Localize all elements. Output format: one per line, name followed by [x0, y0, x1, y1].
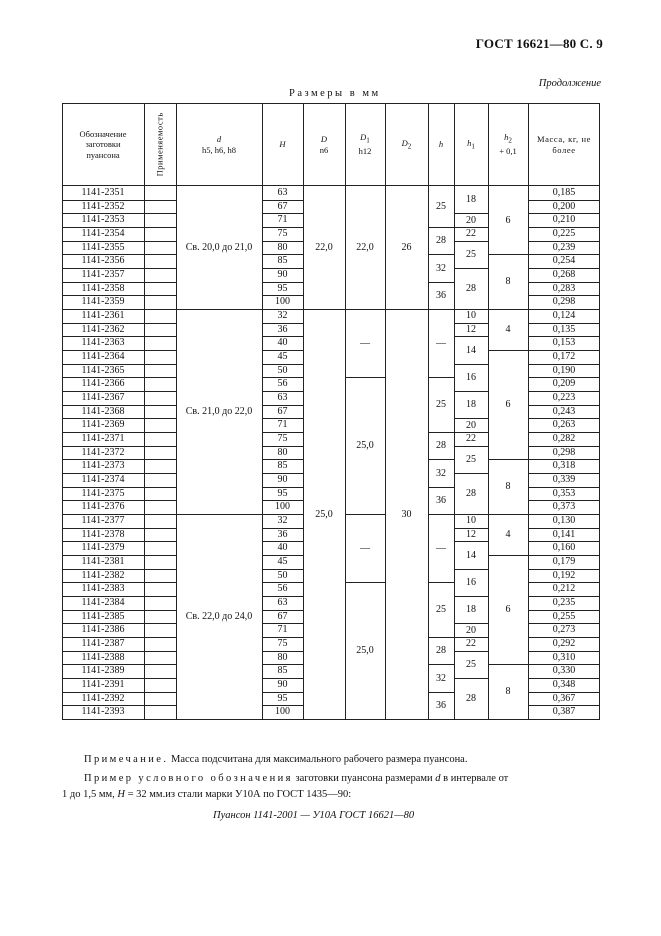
- table-row-code: 1141-2354: [81, 228, 125, 239]
- table-rule: [144, 651, 176, 652]
- table-cell-mass: 0,330: [552, 665, 576, 677]
- table-rule: [144, 405, 176, 406]
- table-merged-h: 32: [436, 262, 446, 274]
- header-text: Масса, кг, не более: [536, 133, 592, 155]
- table-rule: [144, 200, 176, 201]
- table-cell-mass: 0,130: [552, 515, 576, 527]
- table-row-code: 1141-2363: [81, 337, 125, 349]
- table-merged-h: 36: [436, 289, 446, 301]
- table-row-code: 1141-2364: [81, 351, 125, 363]
- table-rule: [144, 541, 176, 542]
- header-text: Обозначение заготовки пуансона: [79, 128, 127, 160]
- table-cell-mass: 0,135: [552, 323, 576, 335]
- table-merged-h: —: [436, 337, 446, 349]
- table-rule: [144, 268, 176, 269]
- table-rule: [144, 227, 176, 228]
- table-rule: [144, 514, 176, 515]
- table-cell-H: 100: [275, 296, 290, 308]
- table-cell-H: 56: [277, 378, 288, 390]
- table-cell-mass: 0,192: [552, 569, 576, 581]
- table-cell-mass: 0,348: [552, 679, 576, 691]
- table-cell-H: 80: [277, 446, 288, 458]
- table-row-code: 1141-2355: [81, 241, 125, 253]
- table-merged-d: Св. 22,0 до 24,0: [185, 611, 253, 623]
- table-cell-H: 67: [277, 200, 288, 212]
- table-cell-H: 63: [277, 597, 288, 609]
- table-merged-h: 25: [436, 604, 446, 616]
- table-row-code: 1141-2376: [81, 501, 125, 513]
- table-merged-h1: 12: [466, 324, 476, 336]
- table-rule: [144, 459, 176, 460]
- table-row-code: 1141-2384: [81, 597, 125, 609]
- table-merged-h2: 8: [505, 481, 511, 493]
- table-merged-h: 25: [436, 399, 446, 411]
- table-row-code: 1141-2375: [81, 487, 125, 499]
- header-text: n6: [319, 144, 329, 155]
- table-cell-H: 95: [277, 692, 288, 704]
- header-applicability: [144, 103, 176, 186]
- table-merged-h1: 22: [466, 228, 476, 240]
- table-rule: [144, 637, 176, 638]
- header-D: [303, 103, 345, 186]
- table-merged-h: 25: [436, 201, 446, 212]
- header-text: d: [216, 133, 222, 144]
- table-rule: [144, 336, 176, 337]
- table-row-code: 1141-2357: [81, 269, 125, 281]
- header-h2: $h_2$ + 0,1: [499, 132, 517, 156]
- continuation-label: Продолжение: [538, 78, 601, 89]
- table-merged-d1: 25,0: [356, 645, 374, 657]
- table-merged-d1: —: [360, 337, 370, 349]
- table-cell-mass: 0,263: [552, 419, 576, 431]
- table-merged-h1: 18: [466, 194, 476, 206]
- table-rule: [144, 391, 176, 392]
- table-merged-h1: 28: [466, 283, 476, 295]
- table-cell-mass: 0,283: [552, 282, 576, 294]
- table-merged-h: —: [436, 542, 446, 554]
- table-merged-h2: 4: [505, 324, 511, 336]
- example-text-d: = 32 мм.из стали марки У10А по ГОСТ 1435—90:: [127, 789, 352, 800]
- table-rule: [144, 555, 176, 556]
- table-rule: [144, 664, 176, 665]
- header-h: [428, 103, 454, 186]
- table-rule: [144, 309, 176, 310]
- table-merged-d1: —: [360, 542, 370, 554]
- header-applicability-text: Применяемость: [154, 112, 165, 177]
- table-row-code: 1141-2362: [81, 323, 125, 335]
- table-cell-mass: 0,225: [552, 228, 576, 239]
- table-cell-H: 71: [277, 419, 288, 431]
- table-merged-h1: 12: [466, 529, 476, 541]
- table-merged-d: Св. 20,0 до 21,0: [185, 242, 253, 253]
- table-row-code: 1141-2389: [81, 665, 125, 677]
- table-row-code: 1141-2381: [81, 556, 125, 568]
- table-row-code: 1141-2367: [81, 392, 125, 404]
- table-merged-h1: 22: [466, 433, 476, 445]
- table-cell-H: 85: [277, 460, 288, 472]
- punch-blank-table: [62, 103, 600, 744]
- table-cell-H: 50: [277, 569, 288, 581]
- table-merged-h1: 14: [466, 344, 476, 356]
- table-cell-mass: 0,223: [552, 392, 576, 404]
- table-cell-mass: 0,243: [552, 405, 576, 417]
- table-row-code: 1141-2383: [81, 583, 125, 595]
- table-cell-H: 45: [277, 556, 288, 568]
- table-cell-mass: 0,367: [552, 692, 576, 704]
- table-rule: [144, 705, 176, 706]
- table-rule: [144, 350, 176, 351]
- table-cell-mass: 0,339: [552, 474, 576, 486]
- table-rule: [144, 487, 176, 488]
- table-cell-H: 67: [277, 610, 288, 622]
- table-cell-mass: 0,209: [552, 378, 576, 390]
- table-row-code: 1141-2369: [81, 419, 125, 431]
- table-cell-H: 75: [277, 228, 288, 239]
- table-cell-H: 80: [277, 241, 288, 253]
- table-cell-H: 63: [277, 187, 288, 198]
- table-cell-H: 90: [277, 474, 288, 486]
- table-merged-h1: 14: [466, 549, 476, 561]
- table-cell-mass: 0,310: [552, 651, 576, 663]
- table-row-code: 1141-2388: [81, 651, 125, 663]
- table-row-code: 1141-2356: [81, 255, 125, 267]
- table-cell-mass: 0,387: [552, 706, 576, 718]
- header-text: + 0,1: [499, 145, 517, 156]
- table-cell-H: 36: [277, 528, 288, 540]
- table-merged-h1: 28: [466, 693, 476, 705]
- table-cell-H: 40: [277, 337, 288, 349]
- header-H: [262, 103, 303, 186]
- header-text: D: [320, 133, 328, 144]
- table-rule: [144, 596, 176, 597]
- table-merged-h1: 20: [466, 214, 476, 226]
- table-row-code: 1141-2358: [81, 282, 125, 294]
- table-row-code: 1141-2377: [81, 515, 125, 527]
- table-merged-h: 32: [436, 672, 446, 684]
- table-cell-H: 95: [277, 282, 288, 294]
- table-merged-h2: 8: [505, 686, 511, 698]
- table-row-code: 1141-2371: [81, 433, 125, 445]
- table-cell-mass: 0,185: [552, 187, 576, 198]
- table-rule: [144, 323, 176, 324]
- table-row-code: 1141-2373: [81, 460, 125, 472]
- table-cell-H: 85: [277, 255, 288, 267]
- table-merged-h1: 10: [466, 515, 476, 527]
- table-rule: [144, 500, 176, 501]
- table-rule: [144, 418, 176, 419]
- header-mass: [528, 103, 600, 186]
- table-merged-h1: 20: [466, 419, 476, 431]
- table-cell-H: 40: [277, 542, 288, 554]
- table-merged-h: 28: [436, 645, 446, 657]
- example-d-symbol: d: [435, 773, 441, 784]
- table-cell-H: 100: [275, 501, 290, 513]
- table-merged-d2: 30: [401, 508, 412, 520]
- table-merged-h: 36: [436, 494, 446, 506]
- table-cell-H: 71: [277, 624, 288, 636]
- table-merged-d: 25,0: [315, 508, 333, 520]
- header-text: h5, h6, h8: [202, 144, 236, 155]
- example-h-symbol: H: [117, 789, 125, 800]
- example-text-c: 1 до 1,5 мм,: [62, 789, 115, 800]
- table-row-code: 1141-2392: [81, 692, 125, 704]
- table-rule: [144, 254, 176, 255]
- table-cell-H: 75: [277, 433, 288, 445]
- table-rule: [144, 582, 176, 583]
- table-merged-h: 28: [436, 440, 446, 452]
- example-designation: Пуансон 1141-2001 — У10А ГОСТ 16621—80: [213, 810, 415, 821]
- table-rule: [144, 282, 176, 283]
- table-row-code: 1141-2378: [81, 528, 125, 540]
- table-merged-h1: 16: [466, 576, 476, 588]
- table-cell-mass: 0,235: [552, 597, 576, 609]
- table-cell-mass: 0,153: [552, 337, 576, 349]
- table-cell-H: 45: [277, 351, 288, 363]
- table-cell-H: 80: [277, 651, 288, 663]
- table-cell-H: 63: [277, 392, 288, 404]
- table-merged-h: 36: [436, 699, 446, 711]
- example-text-b: в интервале от: [443, 773, 509, 784]
- table-rule: [144, 678, 176, 679]
- table-row-code: 1141-2393: [81, 706, 125, 718]
- note-text: Масса подсчитана для максимального рабочего размера пуансона.: [171, 754, 468, 765]
- table-cell-H: 36: [277, 323, 288, 335]
- table-cell-mass: 0,160: [552, 542, 576, 554]
- table-merged-d2: 26: [401, 242, 412, 253]
- table-cell-mass: 0,179: [552, 556, 576, 568]
- table-merged-d1: 25,0: [356, 440, 374, 452]
- table-row-code: 1141-2351: [81, 187, 125, 198]
- table-cell-H: 71: [277, 214, 288, 226]
- table-merged-h: 32: [436, 467, 446, 479]
- header-text: H: [279, 139, 286, 150]
- table-row-code: 1141-2379: [81, 542, 125, 554]
- table-rule: [144, 432, 176, 433]
- table-merged-h1: 10: [466, 310, 476, 322]
- table-merged-h1: 25: [466, 658, 476, 670]
- table-merged-h1: 22: [466, 638, 476, 650]
- table-cell-mass: 0,318: [552, 460, 576, 472]
- header-D2: $D_2$: [401, 137, 412, 151]
- note-label: Примечание.: [84, 754, 169, 765]
- table-cell-mass: 0,190: [552, 364, 576, 376]
- table-cell-mass: 0,210: [552, 214, 576, 226]
- table-rule: [144, 528, 176, 529]
- table-rule: [144, 446, 176, 447]
- table-cell-mass: 0,124: [552, 310, 576, 322]
- table-cell-mass: 0,298: [552, 296, 576, 308]
- sizes-caption: Размеры в мм: [289, 88, 381, 99]
- table-rule: [144, 610, 176, 611]
- table-rule: [144, 364, 176, 365]
- table-merged-h1: 18: [466, 604, 476, 616]
- table-rule: [144, 473, 176, 474]
- table-cell-H: 67: [277, 405, 288, 417]
- table-merged-h1: 16: [466, 371, 476, 383]
- table-rule: [144, 692, 176, 693]
- table-row-code: 1141-2385: [81, 610, 125, 622]
- table-merged-h: 28: [436, 235, 446, 247]
- table-merged-h1: 20: [466, 624, 476, 636]
- table-merged-h2: 8: [505, 276, 511, 288]
- table-row-code: 1141-2372: [81, 446, 125, 458]
- table-row-code: 1141-2361: [81, 310, 125, 322]
- table-cell-H: 32: [277, 515, 288, 527]
- table-row-code: 1141-2382: [81, 569, 125, 581]
- header-d: [176, 103, 262, 186]
- table-row-code: 1141-2352: [81, 200, 125, 212]
- table-merged-h2: 6: [505, 399, 511, 411]
- table-row-code: 1141-2359: [81, 296, 125, 308]
- table-row-code: 1141-2374: [81, 474, 125, 486]
- table-cell-mass: 0,239: [552, 241, 576, 253]
- table-cell-H: 85: [277, 665, 288, 677]
- table-cell-mass: 0,255: [552, 610, 576, 622]
- table-cell-mass: 0,273: [552, 624, 576, 636]
- table-cell-H: 32: [277, 310, 288, 322]
- table-cell-mass: 0,172: [552, 351, 576, 363]
- table-merged-h1: 25: [466, 453, 476, 465]
- table-merged-h2: 6: [505, 604, 511, 616]
- table-cell-H: 90: [277, 679, 288, 691]
- table-cell-mass: 0,282: [552, 433, 576, 445]
- table-row-code: 1141-2391: [81, 679, 125, 691]
- table-rule: [62, 719, 600, 720]
- table-cell-H: 95: [277, 487, 288, 499]
- table-rule: [144, 295, 176, 296]
- table-row-code: 1141-2386: [81, 624, 125, 636]
- table-merged-d: Св. 21,0 до 22,0: [185, 406, 253, 418]
- table-row-code: 1141-2368: [81, 405, 125, 417]
- table-rule: [144, 623, 176, 624]
- table-cell-mass: 0,268: [552, 269, 576, 281]
- table-cell-H: 90: [277, 269, 288, 281]
- table-rule: [144, 241, 176, 242]
- table-rule: [144, 213, 176, 214]
- table-merged-h2: 4: [505, 529, 511, 541]
- table-cell-H: 56: [277, 583, 288, 595]
- example-label: Пример условного обозначения: [84, 773, 293, 784]
- example-line-1: [84, 773, 508, 784]
- table-cell-H: 50: [277, 364, 288, 376]
- example-text-a: заготовки пуансона размерами: [295, 773, 433, 784]
- table-cell-H: 100: [275, 706, 290, 718]
- table-note: [84, 754, 467, 765]
- table-row-code: 1141-2387: [81, 638, 125, 650]
- example-line-2: [62, 789, 351, 800]
- header-D1: $D_1$ h12: [358, 132, 372, 156]
- table-row-code: 1141-2353: [81, 214, 125, 226]
- table-cell-mass: 0,292: [552, 638, 576, 650]
- header-text: h: [438, 139, 444, 150]
- header-designation: [62, 103, 144, 186]
- table-cell-mass: 0,254: [552, 255, 576, 267]
- table-cell-mass: 0,373: [552, 501, 576, 513]
- header-h1: $h_1$: [467, 137, 475, 151]
- table-cell-mass: 0,353: [552, 487, 576, 499]
- table-cell-mass: 0,200: [552, 200, 576, 212]
- table-merged-h2: 6: [505, 214, 511, 226]
- table-cell-mass: 0,212: [552, 583, 576, 595]
- table-cell-mass: 0,298: [552, 446, 576, 458]
- table-merged-h1: 25: [466, 248, 476, 260]
- table-cell-H: 75: [277, 638, 288, 650]
- table-merged-d1: 22,0: [356, 242, 374, 253]
- table-cell-mass: 0,141: [552, 528, 576, 540]
- table-rule: [144, 103, 145, 720]
- table-merged-h1: 18: [466, 399, 476, 411]
- table-rule: [144, 377, 176, 378]
- table-row-code: 1141-2365: [81, 364, 125, 376]
- page-header-title: ГОСТ 16621—80 С. 9: [475, 36, 603, 51]
- table-merged-h1: 28: [466, 488, 476, 500]
- table-rule: [144, 569, 176, 570]
- table-merged-d: 22,0: [315, 242, 333, 253]
- table-row-code: 1141-2366: [81, 378, 125, 390]
